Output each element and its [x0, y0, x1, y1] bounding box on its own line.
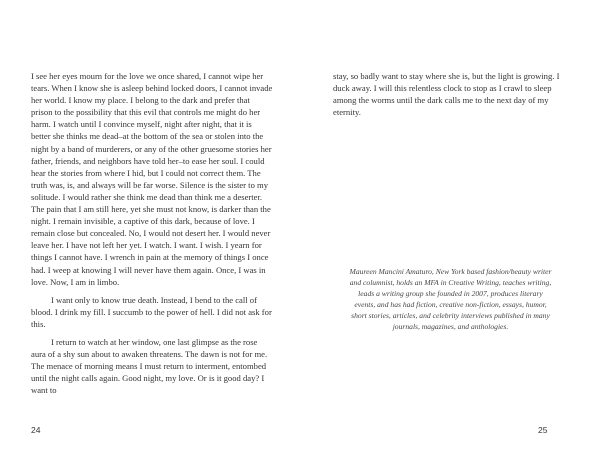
paragraph-3: I return to watch at her window, one last glimpse as the rose aura of a shy sun about to awaken threatens. The dawn is not for me. The menace of morning means I must return to interment, entombed until the night calls again. Good night, my love. Or is it good day? I want to [31, 336, 268, 396]
page-number-right: 25 [538, 425, 548, 435]
page-number-left: 24 [31, 425, 41, 435]
right-page-body [333, 70, 565, 124]
paragraph-2: I want only to know true death. Instead, I bend to the call of blood. I drink my fill. I succumb to the power of hell. I did not ask for this. [31, 294, 272, 329]
paragraph-1: I see her eyes mourn for the love we once shared, I cannot wipe her tears. When I know she is asleep behind locked doors, I cannot invade her world. I know my place. I belong to the dark and prefer that prison to the possibility that this evil that controls me might do her harm. I watch until I convince myself, night after night, that it is better she thinks me dead–at the bottom of the sea or stolen into the night by a band of murderers, or any of the other gruesome stories her father, friends, and neighbors have told her–to ease her soul. I could hear the stories from where I hid, but I could not correct them. The truth was, is, and always will be far worse. Silence is the sister to my solitude. I would rather she think me dead than think me a deserter. The pain that I am still here, yet she must not know, is darker than the night. I remain invisible, a captive of this dark, because of love. I remain close but concealed. No, I would not desert her. I would never leave her. I have not left her yet. I watch. I want. I wish. I yearn for things I cannot have. I wrench in pain at the memory of things I once had. I weep at knowing I will never have them again. Once, I was in love. Now, I am in limbo. [31, 71, 273, 287]
author-bio: Maureen Mancini Amaturo, New York based fashion/beauty writer and columnist, holds an MFA in Creative Writing, teaches writing, leads a writing group she founded in 2007, produces literary events, and has had fiction, creative non-fiction, essays, humor, short stories, articles, and celebrity interviews published in many journals, magazines, and anthologies. [349, 267, 552, 331]
paragraph-continued: stay, so badly want to stay where she is, but the light is growing. I duck away. I will this relentless clock to stop as I crawl to sleep among the worms until the dark calls me to the next day of my eternity. [333, 71, 560, 118]
right-page [300, 0, 600, 463]
left-page-body [31, 70, 273, 402]
